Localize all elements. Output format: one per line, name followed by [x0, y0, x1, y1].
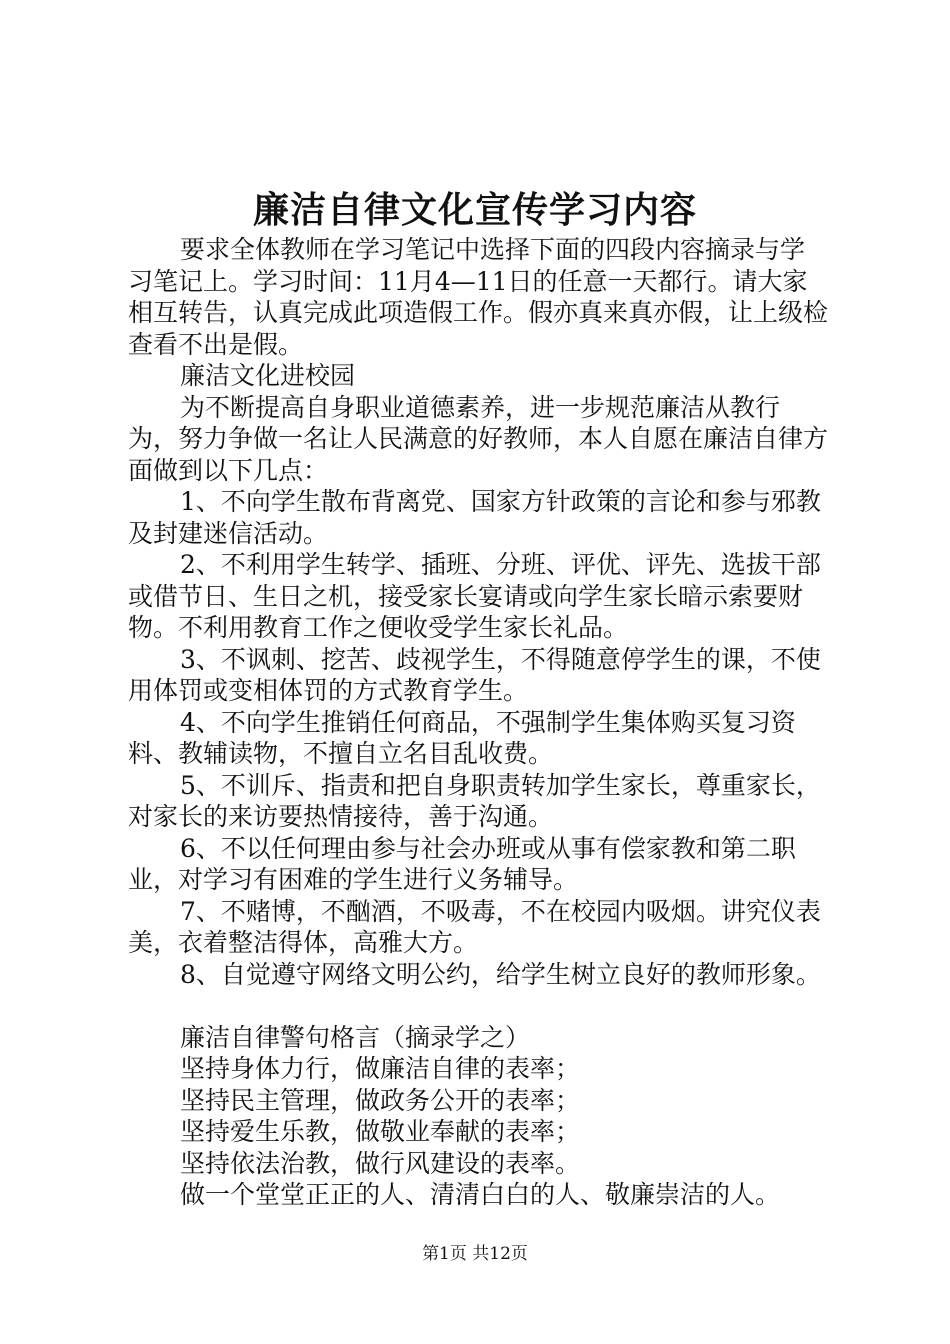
motto-line-1: 坚持身体力行，做廉洁自律的表率；: [180, 1054, 581, 1083]
section-heading-campus: 廉洁文化进校园: [180, 361, 356, 390]
motto-line-2: 坚持民主管理，做政务公开的表率；: [180, 1085, 581, 1115]
motto-line-4: 坚持依法治教，做行风建设的表率。: [180, 1148, 581, 1178]
page-number-footer: 第1页 共12页: [422, 1244, 528, 1264]
motto-line-3: 坚持爱生乐教，做敬业奉献的表率；: [180, 1117, 581, 1146]
section-lead-paragraph: 为不断提高自身职业道德素养，进一步规范廉洁从教行为，努力争做一名让人民满意的好教师，本人自愿在廉洁自律方面做到以下几点：: [128, 392, 829, 485]
document-title: 廉洁自律文化宣传学习内容: [252, 189, 697, 231]
list-item-7: 7、不赌博，不酗酒，不吸毒，不在校园内吸烟。讲究仪表美，衣着整洁得体，高雅大方。: [128, 896, 821, 957]
list-item-3: 3、不讽刺、挖苦、歧视学生，不得随意停学生的课，不使用体罚或变相体罚的方式教育学生。: [128, 644, 821, 705]
list-item-6: 6、不以任何理由参与社会办班或从事有偿家教和第二职业，对学习有困难的学生进行义务辅导。: [128, 833, 796, 894]
list-item-8: 8、自觉遵守网络文明公约，给学生树立良好的教师形象。: [180, 959, 821, 989]
list-item-4: 4、不向学生推销任何商品，不强制学生集体购买复习资料、教辅读物，不擅自立名目乱收费。: [128, 707, 796, 768]
intro-paragraph: 要求全体教师在学习笔记中选择下面的四段内容摘录与学习笔记上。学习时间：11月4—11日的任意一天都行。请大家相互转告，认真完成此项造假工作。假亦真来真亦假，让上级检查看不出是假。: [128, 235, 829, 359]
list-item-5: 5、不训斥、指责和把自身职责转加学生家长，尊重家长，对家长的来访要热情接待，善于沟通。: [128, 770, 821, 831]
list-item-2: 2、不利用学生转学、插班、分班、评优、评先、选拔干部或借节日、生日之机，接受家长宴请或向学生家长暗示索要财物。不利用教育工作之便收受学生家长礼品。: [128, 550, 821, 642]
blank-line: [128, 990, 828, 1022]
document-body: [128, 234, 828, 1211]
list-item-1: 1、不向学生散布背离党、国家方针政策的言论和参与邪教及封建迷信活动。: [128, 487, 821, 548]
motto-line-5: 做一个堂堂正正的人、清清白白的人、敬廉崇洁的人。: [180, 1180, 781, 1209]
section-heading-mottos: 廉洁自律警句格言（摘录学之）: [180, 1022, 531, 1052]
